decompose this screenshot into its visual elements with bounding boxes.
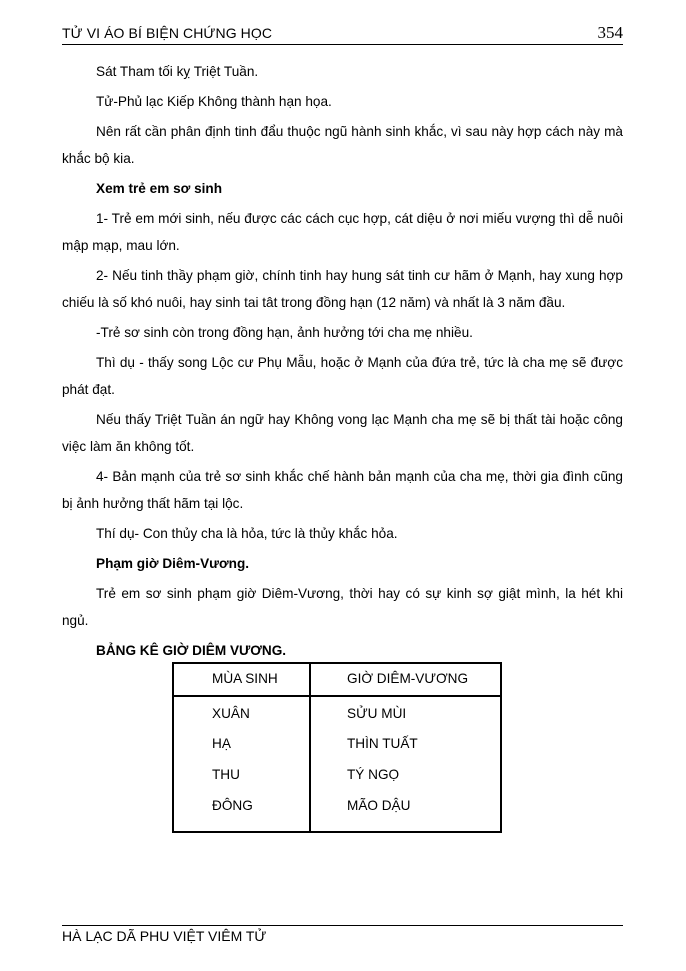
table-cell: TÝ NGỌ bbox=[347, 767, 400, 782]
table-cell: ĐÔNG bbox=[212, 798, 253, 813]
section-heading: Xem trẻ em sơ sinh bbox=[96, 181, 223, 196]
table-cell: MÃO DẬU bbox=[347, 798, 411, 813]
section-heading: Phạm giờ Diêm-Vương. bbox=[96, 556, 250, 571]
paragraph: Nếu thấy Triệt Tuần án ngữ hay Không vong lạc Mạnh cha mẹ sẽ bị thất tài hoặc công việc làm ăn không tốt. bbox=[62, 412, 623, 454]
paragraph: Nên rất cần phân định tinh đẩu thuộc ngũ hành sinh khắc, vì sau này hợp cách này mà khắc bộ kia. bbox=[62, 124, 623, 166]
header-divider bbox=[174, 695, 500, 697]
diem-vuong-table bbox=[172, 662, 502, 833]
paragraph: Sát Tham tối kỵ Triệt Tuần. bbox=[96, 64, 259, 79]
page-number: 354 bbox=[597, 23, 623, 42]
page-body bbox=[62, 58, 623, 664]
table-cell: THÌN TUẤT bbox=[347, 736, 418, 751]
paragraph: Tử-Phủ lạc Kiếp Không thành hạn họa. bbox=[96, 94, 332, 109]
table-header-cell: MÙA SINH bbox=[212, 671, 278, 686]
paragraph: -Trẻ sơ sinh còn trong đồng hạn, ảnh hưởng tới cha mẹ nhiều. bbox=[96, 325, 473, 340]
table-cell: XUÂN bbox=[212, 706, 250, 721]
table-cell: THU bbox=[212, 767, 240, 782]
paragraph: 4- Bản mạnh của trẻ sơ sinh khắc chế hành bản mạnh của cha mẹ, thời gia đình cũng bị ảnh hưởng thất hãm tại lộc. bbox=[62, 469, 623, 511]
paragraph: Thì dụ - thấy song Lộc cư Phụ Mẫu, hoặc ở Mạnh của đứa trẻ, tức là cha mẹ sẽ được phát đạt. bbox=[62, 355, 623, 397]
paragraph: Trẻ em sơ sinh phạm giờ Diêm-Vương, thời hay có sự kinh sợ giật mình, la hét khi ngủ. bbox=[62, 586, 623, 628]
table-caption: BẢNG KÊ GIỜ DIÊM VƯƠNG. bbox=[96, 643, 287, 658]
page-footer bbox=[62, 925, 623, 944]
table-cell: HẠ bbox=[212, 736, 231, 751]
paragraph: 1- Trẻ em mới sinh, nếu được các cách cục hợp, cát diệu ở nơi miếu vượng thì dễ nuôi mập mạp, mau lớn. bbox=[62, 211, 623, 253]
column-divider bbox=[309, 664, 311, 831]
paragraph: 2- Nếu tinh thầy phạm giờ, chính tinh hay hung sát tinh cư hãm ở Mạnh, hay xung hợp chiếu là số khó nuôi, hay sinh tai tât trong đồng hạn (12 năm) và nhất là 3 năm đầu. bbox=[62, 268, 623, 310]
table-header-cell: GIỜ DIÊM-VƯƠNG bbox=[347, 671, 469, 686]
table-cell: SỬU MÙI bbox=[347, 706, 407, 721]
footer-author: HÀ LẠC DÃ PHU VIỆT VIÊM TỬ bbox=[62, 928, 267, 944]
paragraph: Thí dụ- Con thủy cha là hỏa, tức là thủy khắc hỏa. bbox=[96, 526, 398, 541]
book-title: TỬ VI ÁO BÍ BIỆN CHỨNG HỌC bbox=[62, 25, 273, 41]
page-header bbox=[62, 22, 623, 45]
